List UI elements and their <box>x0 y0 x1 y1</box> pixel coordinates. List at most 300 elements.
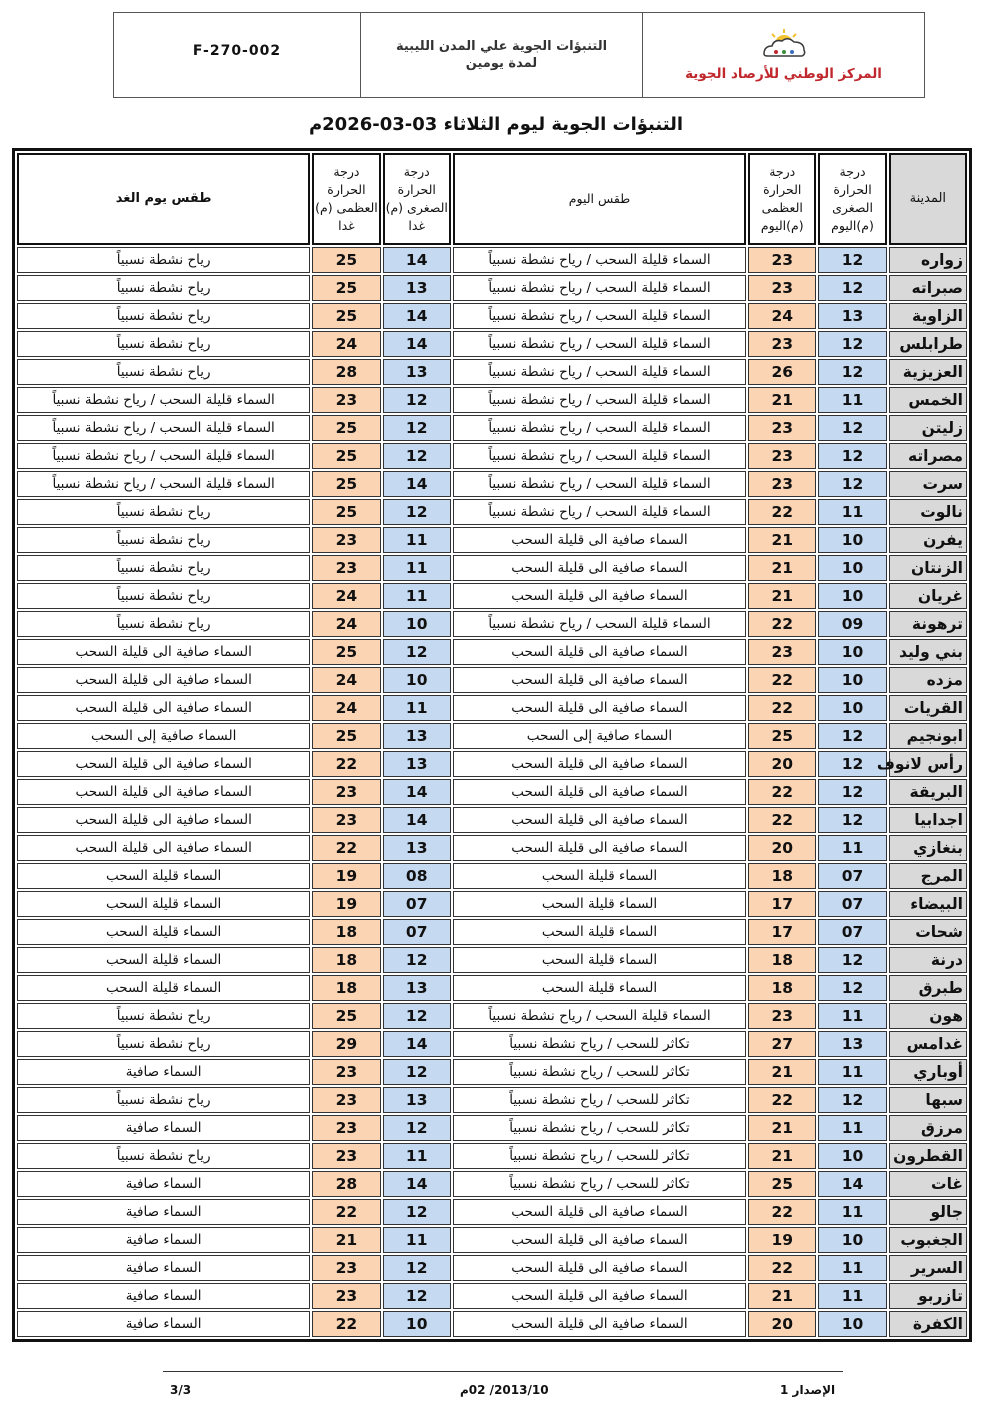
row-city: الزنتان <box>889 555 967 581</box>
row-min-today: 10 <box>818 639 886 665</box>
row-min-tomorrow: 14 <box>383 303 451 329</box>
row-wx-tomorrow: السماء قليلة السحب <box>17 975 310 1001</box>
row-wx-today: السماء قليلة السحب / رياح نشطة نسبياً <box>453 331 746 357</box>
row-max-today: 23 <box>748 443 816 469</box>
row-max-today: 21 <box>748 1115 816 1141</box>
row-city: جالو <box>889 1199 967 1225</box>
row-wx-today: تكاثر للسحب / رياح نشطة نسبياً <box>453 1031 746 1057</box>
row-min-today: 11 <box>818 1059 886 1085</box>
col-header-min-today: درجة الحرارة الصغرى (م)اليوم <box>818 153 886 245</box>
row-city: السرير <box>889 1255 967 1281</box>
row-max-tomorrow: 22 <box>312 1311 380 1337</box>
row-wx-tomorrow: رياح نشطة نسبياً <box>17 555 310 581</box>
row-city: درنة <box>889 947 967 973</box>
row-wx-today: السماء قليلة السحب / رياح نشطة نسبياً <box>453 387 746 413</box>
row-min-tomorrow: 12 <box>383 1003 451 1029</box>
col-header-city: المدينة <box>889 153 967 245</box>
row-min-today: 07 <box>818 863 886 889</box>
row-wx-tomorrow: السماء صافية <box>17 1115 310 1141</box>
row-max-today: 23 <box>748 1003 816 1029</box>
row-city: بنغازي <box>889 835 967 861</box>
row-min-today: 07 <box>818 919 886 945</box>
table-row <box>17 415 967 441</box>
row-max-tomorrow: 19 <box>312 863 380 889</box>
row-city: شحات <box>889 919 967 945</box>
row-city: البريقة <box>889 779 967 805</box>
row-max-tomorrow: 23 <box>312 1115 380 1141</box>
footer-page-number: 3/3 <box>170 1383 192 1397</box>
row-min-tomorrow: 12 <box>383 443 451 469</box>
row-max-today: 23 <box>748 415 816 441</box>
row-wx-today: تكاثر للسحب / رياح نشطة نسبياً <box>453 1087 746 1113</box>
row-min-today: 10 <box>818 1143 886 1169</box>
row-min-tomorrow: 13 <box>383 975 451 1001</box>
row-max-today: 23 <box>748 639 816 665</box>
page-title: التنبؤات الجوية ليوم الثلاثاء 03-03-2026م <box>308 114 684 135</box>
footer-issue-date: 2013/10/ 02م <box>460 1383 549 1397</box>
row-min-tomorrow: 13 <box>383 1087 451 1113</box>
row-min-today: 13 <box>818 303 886 329</box>
row-max-today: 18 <box>748 975 816 1001</box>
row-max-today: 18 <box>748 863 816 889</box>
table-row <box>17 1003 967 1029</box>
row-max-tomorrow: 22 <box>312 835 380 861</box>
row-max-tomorrow: 25 <box>312 471 380 497</box>
row-min-today: 12 <box>818 247 886 273</box>
table-row <box>17 695 967 721</box>
row-max-tomorrow: 18 <box>312 947 380 973</box>
row-max-today: 21 <box>748 387 816 413</box>
row-max-today: 21 <box>748 1283 816 1309</box>
row-wx-today: السماء صافية الى قليلة السحب <box>453 555 746 581</box>
row-max-today: 22 <box>748 499 816 525</box>
document-title-line1: التنبؤات الجوية علي المدن الليبية <box>395 39 608 54</box>
row-wx-tomorrow: رياح نشطة نسبياً <box>17 611 310 637</box>
row-wx-today: السماء صافية الى قليلة السحب <box>453 1311 746 1337</box>
table-row <box>17 947 967 973</box>
table-row <box>17 975 967 1001</box>
row-city: الجغبوب <box>889 1227 967 1253</box>
table-row <box>17 1143 967 1169</box>
row-wx-tomorrow: رياح نشطة نسبياً <box>17 275 310 301</box>
row-wx-tomorrow: السماء قليلة السحب / رياح نشطة نسبياً <box>17 443 310 469</box>
row-min-tomorrow: 14 <box>383 807 451 833</box>
table-row <box>17 639 967 665</box>
row-max-tomorrow: 23 <box>312 1283 380 1309</box>
row-min-today: 11 <box>818 835 886 861</box>
table-row <box>17 1171 967 1197</box>
row-max-tomorrow: 23 <box>312 1059 380 1085</box>
row-wx-tomorrow: رياح نشطة نسبياً <box>17 331 310 357</box>
table-row <box>17 1031 967 1057</box>
row-wx-today: السماء صافية الى قليلة السحب <box>453 779 746 805</box>
row-wx-today: السماء صافية الى قليلة السحب <box>453 1255 746 1281</box>
table-row <box>17 1087 967 1113</box>
table-row <box>17 863 967 889</box>
table-row <box>17 667 967 693</box>
row-max-today: 22 <box>748 667 816 693</box>
footer-divider <box>163 1371 843 1372</box>
row-min-tomorrow: 12 <box>383 1115 451 1141</box>
row-min-today: 10 <box>818 667 886 693</box>
row-city: ترهونة <box>889 611 967 637</box>
table-row <box>17 1199 967 1225</box>
row-min-tomorrow: 12 <box>383 1255 451 1281</box>
row-max-tomorrow: 25 <box>312 1003 380 1029</box>
row-max-tomorrow: 24 <box>312 695 380 721</box>
row-wx-today: السماء صافية الى قليلة السحب <box>453 527 746 553</box>
row-wx-tomorrow: السماء صافية <box>17 1311 310 1337</box>
row-wx-today: السماء صافية الى قليلة السحب <box>453 639 746 665</box>
row-max-tomorrow: 23 <box>312 555 380 581</box>
row-min-tomorrow: 07 <box>383 919 451 945</box>
row-min-tomorrow: 11 <box>383 583 451 609</box>
row-wx-tomorrow: السماء صافية الى قليلة السحب <box>17 779 310 805</box>
row-max-today: 22 <box>748 1199 816 1225</box>
table-row <box>17 1059 967 1085</box>
row-max-today: 23 <box>748 275 816 301</box>
row-min-today: 10 <box>818 555 886 581</box>
document-header <box>113 12 925 98</box>
row-min-tomorrow: 12 <box>383 499 451 525</box>
row-min-today: 07 <box>818 891 886 917</box>
row-city: رأس لانوف <box>889 751 967 777</box>
row-city: المرج <box>889 863 967 889</box>
row-city: الخمس <box>889 387 967 413</box>
row-min-today: 11 <box>818 387 886 413</box>
row-max-today: 22 <box>748 807 816 833</box>
table-row <box>17 723 967 749</box>
col-header-max-tomorrow: درجة الحرارة العظمى (م) غدا <box>312 153 380 245</box>
row-city: القطرون <box>889 1143 967 1169</box>
row-wx-tomorrow: السماء صافية <box>17 1171 310 1197</box>
row-min-tomorrow: 08 <box>383 863 451 889</box>
row-max-tomorrow: 24 <box>312 667 380 693</box>
row-max-today: 25 <box>748 1171 816 1197</box>
row-wx-tomorrow: السماء قليلة السحب <box>17 947 310 973</box>
row-max-tomorrow: 25 <box>312 443 380 469</box>
row-min-tomorrow: 14 <box>383 471 451 497</box>
col-header-min-tomorrow: درجة الحرارة الصغرى (م) غدا <box>383 153 451 245</box>
row-wx-tomorrow: رياح نشطة نسبياً <box>17 583 310 609</box>
row-max-today: 18 <box>748 947 816 973</box>
row-max-today: 22 <box>748 611 816 637</box>
table-row <box>17 1115 967 1141</box>
row-city: غدامس <box>889 1031 967 1057</box>
row-min-tomorrow: 07 <box>383 891 451 917</box>
row-wx-tomorrow: رياح نشطة نسبياً <box>17 527 310 553</box>
row-min-today: 11 <box>818 1003 886 1029</box>
row-min-tomorrow: 11 <box>383 555 451 581</box>
row-min-today: 11 <box>818 499 886 525</box>
row-min-tomorrow: 12 <box>383 1283 451 1309</box>
row-min-tomorrow: 10 <box>383 667 451 693</box>
row-max-today: 19 <box>748 1227 816 1253</box>
row-min-today: 12 <box>818 947 886 973</box>
row-min-today: 10 <box>818 1227 886 1253</box>
row-min-tomorrow: 13 <box>383 275 451 301</box>
row-wx-today: السماء قليلة السحب / رياح نشطة نسبياً <box>453 415 746 441</box>
row-max-today: 27 <box>748 1031 816 1057</box>
row-wx-tomorrow: السماء صافية الى قليلة السحب <box>17 807 310 833</box>
row-city: زليتن <box>889 415 967 441</box>
row-wx-today: السماء قليلة السحب / رياح نشطة نسبياً <box>453 247 746 273</box>
row-wx-tomorrow: السماء صافية <box>17 1227 310 1253</box>
row-max-tomorrow: 25 <box>312 723 380 749</box>
table-row <box>17 275 967 301</box>
row-max-tomorrow: 23 <box>312 807 380 833</box>
logo-cell <box>643 13 924 97</box>
row-max-tomorrow: 25 <box>312 415 380 441</box>
row-wx-today: السماء قليلة السحب / رياح نشطة نسبياً <box>453 443 746 469</box>
row-min-tomorrow: 12 <box>383 947 451 973</box>
table-header-row <box>17 153 967 245</box>
row-max-today: 26 <box>748 359 816 385</box>
row-max-today: 17 <box>748 919 816 945</box>
row-min-tomorrow: 13 <box>383 751 451 777</box>
row-city: بني وليد <box>889 639 967 665</box>
row-min-today: 11 <box>818 1283 886 1309</box>
row-wx-tomorrow: السماء صافية <box>17 1255 310 1281</box>
table-row <box>17 891 967 917</box>
form-code: F-270-002 <box>114 13 361 97</box>
table-row <box>17 331 967 357</box>
row-wx-today: السماء قليلة السحب / رياح نشطة نسبياً <box>453 471 746 497</box>
row-wx-tomorrow: السماء صافية <box>17 1283 310 1309</box>
row-wx-today: السماء قليلة السحب / رياح نشطة نسبياً <box>453 611 746 637</box>
row-min-today: 12 <box>818 723 886 749</box>
table-row <box>17 359 967 385</box>
row-min-today: 10 <box>818 695 886 721</box>
row-max-tomorrow: 23 <box>312 1255 380 1281</box>
row-wx-today: السماء صافية الى قليلة السحب <box>453 583 746 609</box>
row-min-tomorrow: 10 <box>383 1311 451 1337</box>
row-wx-today: تكاثر للسحب / رياح نشطة نسبياً <box>453 1143 746 1169</box>
row-min-tomorrow: 14 <box>383 1031 451 1057</box>
row-min-tomorrow: 12 <box>383 387 451 413</box>
row-city: القريات <box>889 695 967 721</box>
row-min-tomorrow: 12 <box>383 1059 451 1085</box>
row-wx-tomorrow: السماء قليلة السحب / رياح نشطة نسبياً <box>17 415 310 441</box>
row-wx-today: السماء صافية الى قليلة السحب <box>453 835 746 861</box>
row-max-today: 22 <box>748 1255 816 1281</box>
row-min-today: 11 <box>818 1199 886 1225</box>
row-max-today: 21 <box>748 1059 816 1085</box>
row-min-today: 12 <box>818 415 886 441</box>
table-row <box>17 919 967 945</box>
row-city: البيضاء <box>889 891 967 917</box>
row-wx-today: السماء صافية الى قليلة السحب <box>453 1227 746 1253</box>
table-row <box>17 1283 967 1309</box>
row-min-today: 12 <box>818 275 886 301</box>
row-min-tomorrow: 14 <box>383 331 451 357</box>
table-row <box>17 555 967 581</box>
row-max-tomorrow: 18 <box>312 975 380 1001</box>
row-wx-tomorrow: السماء صافية <box>17 1059 310 1085</box>
row-city: مزده <box>889 667 967 693</box>
row-min-today: 13 <box>818 1031 886 1057</box>
table-row <box>17 499 967 525</box>
row-city: سرت <box>889 471 967 497</box>
row-min-tomorrow: 11 <box>383 527 451 553</box>
row-max-today: 22 <box>748 1087 816 1113</box>
row-wx-today: السماء صافية الى قليلة السحب <box>453 695 746 721</box>
table-row <box>17 611 967 637</box>
row-wx-today: السماء قليلة السحب / رياح نشطة نسبياً <box>453 359 746 385</box>
row-wx-tomorrow: رياح نشطة نسبياً <box>17 1143 310 1169</box>
row-max-today: 21 <box>748 583 816 609</box>
col-header-max-today: درجة الحرارة العظمى (م)اليوم <box>748 153 816 245</box>
row-max-today: 24 <box>748 303 816 329</box>
col-header-wx-tomorrow: طقس يوم الغد <box>17 153 310 245</box>
row-max-today: 21 <box>748 555 816 581</box>
row-wx-tomorrow: رياح نشطة نسبياً <box>17 303 310 329</box>
row-max-today: 22 <box>748 779 816 805</box>
row-city: طبرق <box>889 975 967 1001</box>
row-wx-today: السماء قليلة السحب / رياح نشطة نسبياً <box>453 303 746 329</box>
row-min-today: 12 <box>818 779 886 805</box>
row-max-today: 20 <box>748 1311 816 1337</box>
table-row <box>17 751 967 777</box>
cloud-sun-icon <box>754 28 814 60</box>
table-row <box>17 1311 967 1337</box>
row-wx-tomorrow: السماء صافية الى قليلة السحب <box>17 667 310 693</box>
row-max-tomorrow: 25 <box>312 275 380 301</box>
row-min-today: 14 <box>818 1171 886 1197</box>
row-max-today: 21 <box>748 1143 816 1169</box>
row-min-tomorrow: 14 <box>383 779 451 805</box>
row-max-tomorrow: 24 <box>312 583 380 609</box>
row-wx-today: السماء قليلة السحب <box>453 947 746 973</box>
row-wx-today: السماء قليلة السحب / رياح نشطة نسبياً <box>453 499 746 525</box>
table-row <box>17 835 967 861</box>
row-wx-tomorrow: رياح نشطة نسبياً <box>17 247 310 273</box>
row-wx-today: السماء صافية الى قليلة السحب <box>453 807 746 833</box>
row-wx-tomorrow: السماء قليلة السحب <box>17 919 310 945</box>
row-wx-today: السماء قليلة السحب / رياح نشطة نسبياً <box>453 275 746 301</box>
row-max-today: 23 <box>748 471 816 497</box>
row-min-today: 10 <box>818 527 886 553</box>
row-max-tomorrow: 23 <box>312 1143 380 1169</box>
row-wx-tomorrow: السماء قليلة السحب <box>17 891 310 917</box>
row-city: هون <box>889 1003 967 1029</box>
row-wx-today: السماء قليلة السحب <box>453 919 746 945</box>
row-city: الزاوية <box>889 303 967 329</box>
row-min-today: 09 <box>818 611 886 637</box>
row-min-today: 12 <box>818 1087 886 1113</box>
table-row <box>17 807 967 833</box>
row-min-today: 12 <box>818 807 886 833</box>
table-row <box>17 527 967 553</box>
forecast-table <box>12 148 972 1342</box>
row-max-today: 22 <box>748 695 816 721</box>
row-wx-today: السماء صافية الى قليلة السحب <box>453 1283 746 1309</box>
row-max-tomorrow: 19 <box>312 891 380 917</box>
row-wx-tomorrow: السماء قليلة السحب / رياح نشطة نسبياً <box>17 471 310 497</box>
row-wx-tomorrow: السماء قليلة السحب <box>17 863 310 889</box>
row-min-tomorrow: 14 <box>383 247 451 273</box>
row-wx-tomorrow: السماء صافية الى قليلة السحب <box>17 751 310 777</box>
row-wx-tomorrow: السماء صافية الى قليلة السحب <box>17 695 310 721</box>
row-wx-tomorrow: رياح نشطة نسبياً <box>17 499 310 525</box>
row-max-tomorrow: 18 <box>312 919 380 945</box>
row-wx-today: تكاثر للسحب / رياح نشطة نسبياً <box>453 1171 746 1197</box>
row-min-today: 10 <box>818 583 886 609</box>
table-row <box>17 1255 967 1281</box>
row-min-today: 12 <box>818 975 886 1001</box>
row-wx-today: السماء صافية الى قليلة السحب <box>453 1199 746 1225</box>
row-max-tomorrow: 23 <box>312 527 380 553</box>
table-row <box>17 443 967 469</box>
table-row <box>17 247 967 273</box>
row-city: غريان <box>889 583 967 609</box>
row-max-today: 20 <box>748 751 816 777</box>
row-max-tomorrow: 22 <box>312 1199 380 1225</box>
table-body <box>17 247 967 1337</box>
row-min-tomorrow: 13 <box>383 835 451 861</box>
row-min-today: 10 <box>818 1311 886 1337</box>
row-max-today: 23 <box>748 247 816 273</box>
row-min-today: 12 <box>818 359 886 385</box>
row-wx-today: السماء قليلة السحب <box>453 975 746 1001</box>
row-max-tomorrow: 28 <box>312 1171 380 1197</box>
row-wx-tomorrow: رياح نشطة نسبياً <box>17 1003 310 1029</box>
row-max-today: 17 <box>748 891 816 917</box>
document-title-cell <box>361 13 643 97</box>
row-city: زواره <box>889 247 967 273</box>
row-max-tomorrow: 22 <box>312 751 380 777</box>
row-max-tomorrow: 29 <box>312 1031 380 1057</box>
row-min-today: 12 <box>818 443 886 469</box>
document-title-line2: لمدة يومين <box>465 56 538 71</box>
row-city: الكفرة <box>889 1311 967 1337</box>
row-wx-today: تكاثر للسحب / رياح نشطة نسبياً <box>453 1115 746 1141</box>
row-max-today: 21 <box>748 527 816 553</box>
row-max-today: 23 <box>748 331 816 357</box>
row-wx-tomorrow: السماء صافية إلى السحب <box>17 723 310 749</box>
table-row <box>17 471 967 497</box>
row-city: نالوت <box>889 499 967 525</box>
row-max-tomorrow: 23 <box>312 779 380 805</box>
row-wx-tomorrow: السماء صافية الى قليلة السحب <box>17 835 310 861</box>
row-city: صبراته <box>889 275 967 301</box>
row-city: طرابلس <box>889 331 967 357</box>
row-min-tomorrow: 12 <box>383 1199 451 1225</box>
row-wx-tomorrow: السماء صافية الى قليلة السحب <box>17 639 310 665</box>
row-city: اجدابيا <box>889 807 967 833</box>
row-min-today: 11 <box>818 1115 886 1141</box>
center-name: المركز الوطني للأرصاد الجوية <box>685 66 882 82</box>
row-min-tomorrow: 11 <box>383 1227 451 1253</box>
row-max-today: 25 <box>748 723 816 749</box>
row-max-tomorrow: 25 <box>312 639 380 665</box>
row-min-tomorrow: 10 <box>383 611 451 637</box>
row-max-tomorrow: 21 <box>312 1227 380 1253</box>
col-header-wx-today: طقس اليوم <box>453 153 746 245</box>
row-city: مرزق <box>889 1115 967 1141</box>
table-row <box>17 583 967 609</box>
row-max-tomorrow: 25 <box>312 499 380 525</box>
row-min-tomorrow: 12 <box>383 415 451 441</box>
row-wx-today: السماء قليلة السحب / رياح نشطة نسبياً <box>453 1003 746 1029</box>
row-max-tomorrow: 25 <box>312 247 380 273</box>
table-row <box>17 387 967 413</box>
row-max-tomorrow: 28 <box>312 359 380 385</box>
row-min-tomorrow: 11 <box>383 695 451 721</box>
row-city: غات <box>889 1171 967 1197</box>
table-row <box>17 303 967 329</box>
row-wx-tomorrow: السماء قليلة السحب / رياح نشطة نسبياً <box>17 387 310 413</box>
